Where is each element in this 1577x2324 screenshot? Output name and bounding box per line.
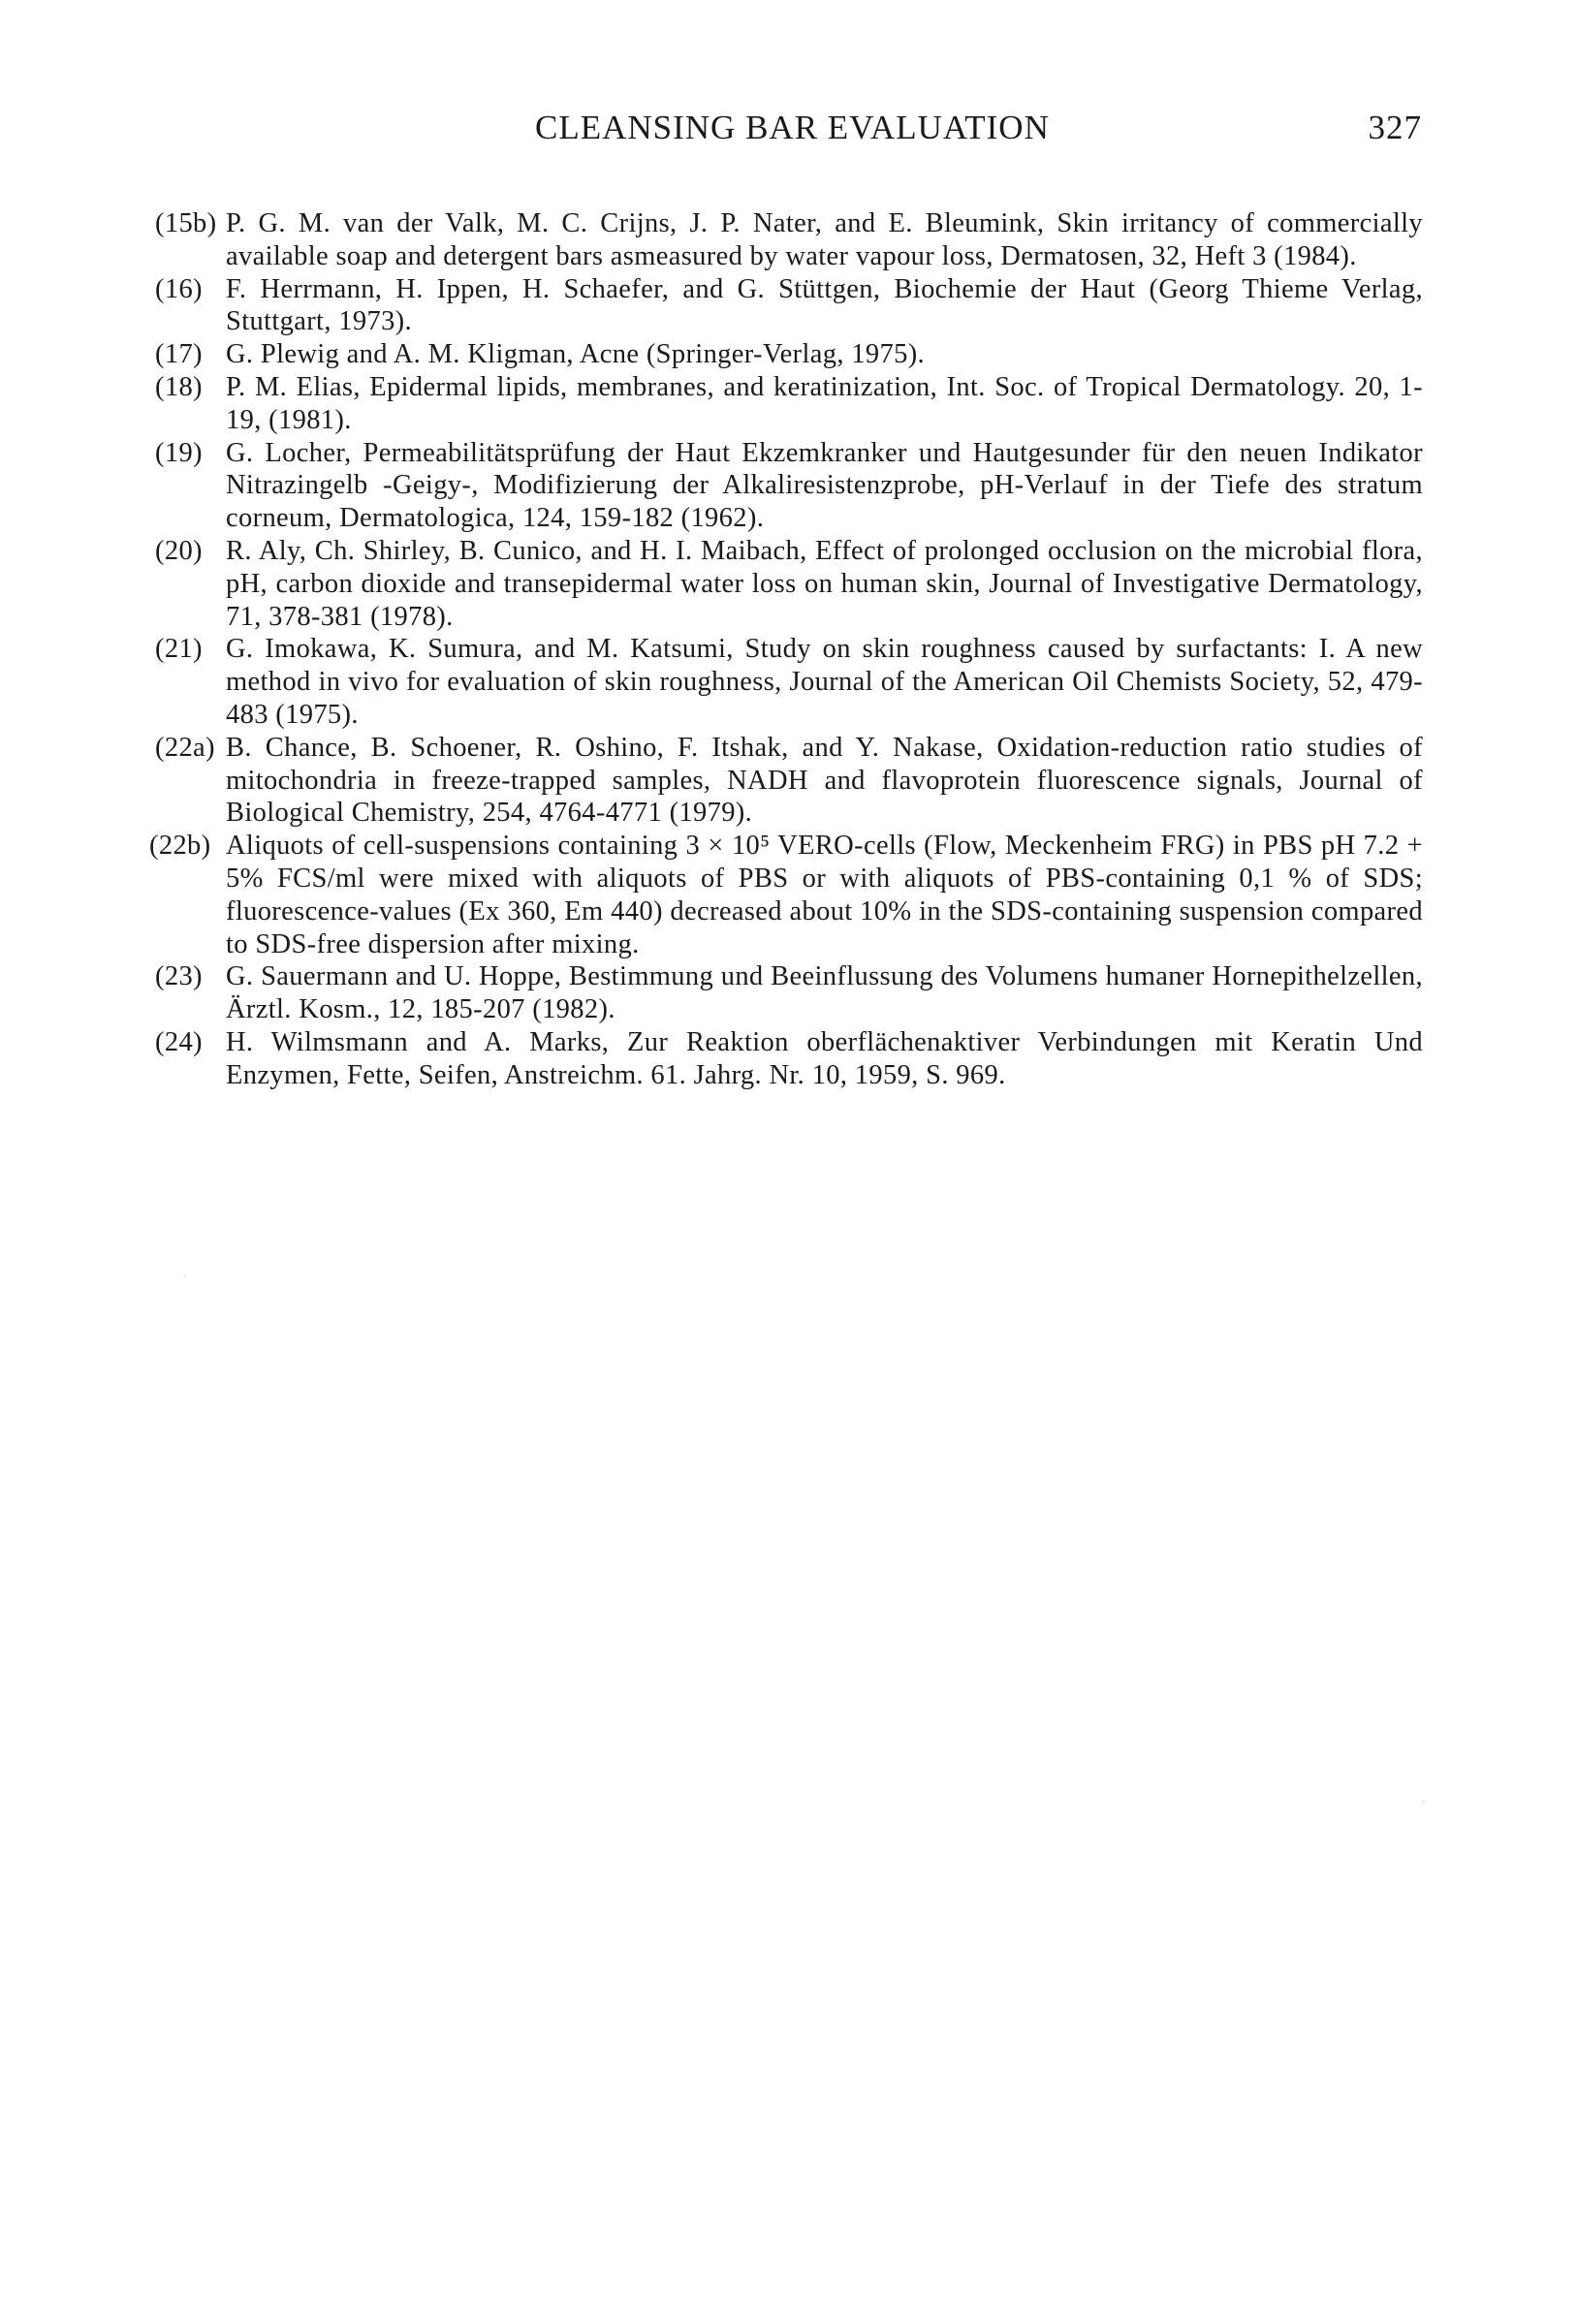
reference-label: (18) <box>155 371 203 402</box>
reference-label: (23) <box>155 961 203 992</box>
reference-15b <box>155 207 1423 273</box>
reference-16 <box>155 273 1423 339</box>
reference-22a <box>155 732 1423 830</box>
reference-text: G. Locher, Permeabilitätsprüfung der Haut Ekzemkranker und Hautgesunder für den neuen Indikator Nitrazingelb -Geigy-, Modifizierung der Alkaliresistenzprobe, pH-Verlauf in der Tiefe des stratum corneum, Dermatologica, 124, 159-182 (1962). <box>226 437 1423 534</box>
reference-text: P. G. M. van der Valk, M. C. Crijns, J. P. Nater, and E. Bleumink, Skin irritancy of commercially available soap and detergent bars asmeasured by water vapour loss, Dermatosen, 32, Heft 3 (1984). <box>226 208 1423 271</box>
reference-label: (17) <box>155 339 203 370</box>
reference-label: (16) <box>155 273 203 304</box>
reference-text: Aliquots of cell-suspensions containing 3 × 10⁵ VERO-cells (Flow, Meckenheim FRG) in PBS pH 7.2 + 5% FCS/ml were mixed with aliquots of PBS or with aliquots of PBS-containing 0,1 % of SDS; fluorescence-values (Ex 360, Em 440) decreased about 10% in the SDS-containing suspension compared to SDS-free dispersion after mixing. <box>226 831 1423 959</box>
reference-text: H. Wilmsmann and A. Marks, Zur Reaktion oberflächenaktiver Verbindungen mit Keratin Und Enzymen, Fette, Seifen, Anstreichm. 61. Jahrg. Nr. 10, 1959, S. 969. <box>226 1026 1423 1090</box>
reference-text: G. Imokawa, K. Sumura, and M. Katsumi, Study on skin roughness caused by surfactants: I. A new method in vivo for evaluation of skin roughness, Journal of the American Oil Chemists Society, 52, 479-483 (1975). <box>226 634 1423 730</box>
reference-label: (21) <box>155 634 203 665</box>
reference-text: G. Plewig and A. M. Kligman, Acne (Springer-Verlag, 1975). <box>226 339 926 370</box>
reference-label: (24) <box>155 1026 203 1057</box>
reference-text: F. Herrmann, H. Ippen, H. Schaefer, and G. Stüttgen, Biochemie der Haut (Georg Thieme Verlag, Stuttgart, 1973). <box>226 273 1423 337</box>
reference-text: G. Sauermann and U. Hoppe, Bestimmung und Beeinflussung des Volumens humaner Hornepithelzellen, Ärztl. Kosm., 12, 185-207 (1982). <box>226 961 1423 1025</box>
reference-label: (22a) <box>155 732 215 763</box>
reference-24 <box>155 1026 1423 1092</box>
reference-list <box>149 207 1423 1092</box>
scan-speck <box>1423 1801 1425 1803</box>
running-title: CLEANSING BAR EVALUATION <box>535 109 1050 146</box>
reference-label: (20) <box>155 535 203 566</box>
reference-label: (22b) <box>149 831 211 862</box>
reference-text: R. Aly, Ch. Shirley, B. Cunico, and H. I. Maibach, Effect of prolonged occlusion on the microbial flora, pH, carbon dioxide and transepidermal water loss on human skin, Journal of Investigative Dermatology, 71, 378-381 (1978). <box>226 535 1423 632</box>
reference-text: P. M. Elias, Epidermal lipids, membranes, and keratinization, Int. Soc. of Tropical Dermatology. 20, 1-19, (1981). <box>226 371 1423 435</box>
running-header <box>0 109 1577 147</box>
page-number: 327 <box>1368 109 1422 146</box>
reference-19 <box>155 437 1423 535</box>
reference-20 <box>155 535 1423 633</box>
reference-label: (15b) <box>155 208 217 238</box>
reference-18 <box>155 371 1423 437</box>
reference-21 <box>155 633 1423 731</box>
reference-22b <box>149 830 1423 960</box>
reference-17 <box>155 338 1423 371</box>
scan-speck <box>184 1275 186 1277</box>
reference-text: B. Chance, B. Schoener, R. Oshino, F. Itshak, and Y. Nakase, Oxidation-reduction ratio studies of mitochondria in freeze-trapped samples, NADH and flavoprotein fluorescence signals, Journal of Biological Chemistry, 254, 4764-4771 (1979). <box>226 732 1423 829</box>
reference-label: (19) <box>155 437 203 468</box>
reference-23 <box>155 960 1423 1026</box>
